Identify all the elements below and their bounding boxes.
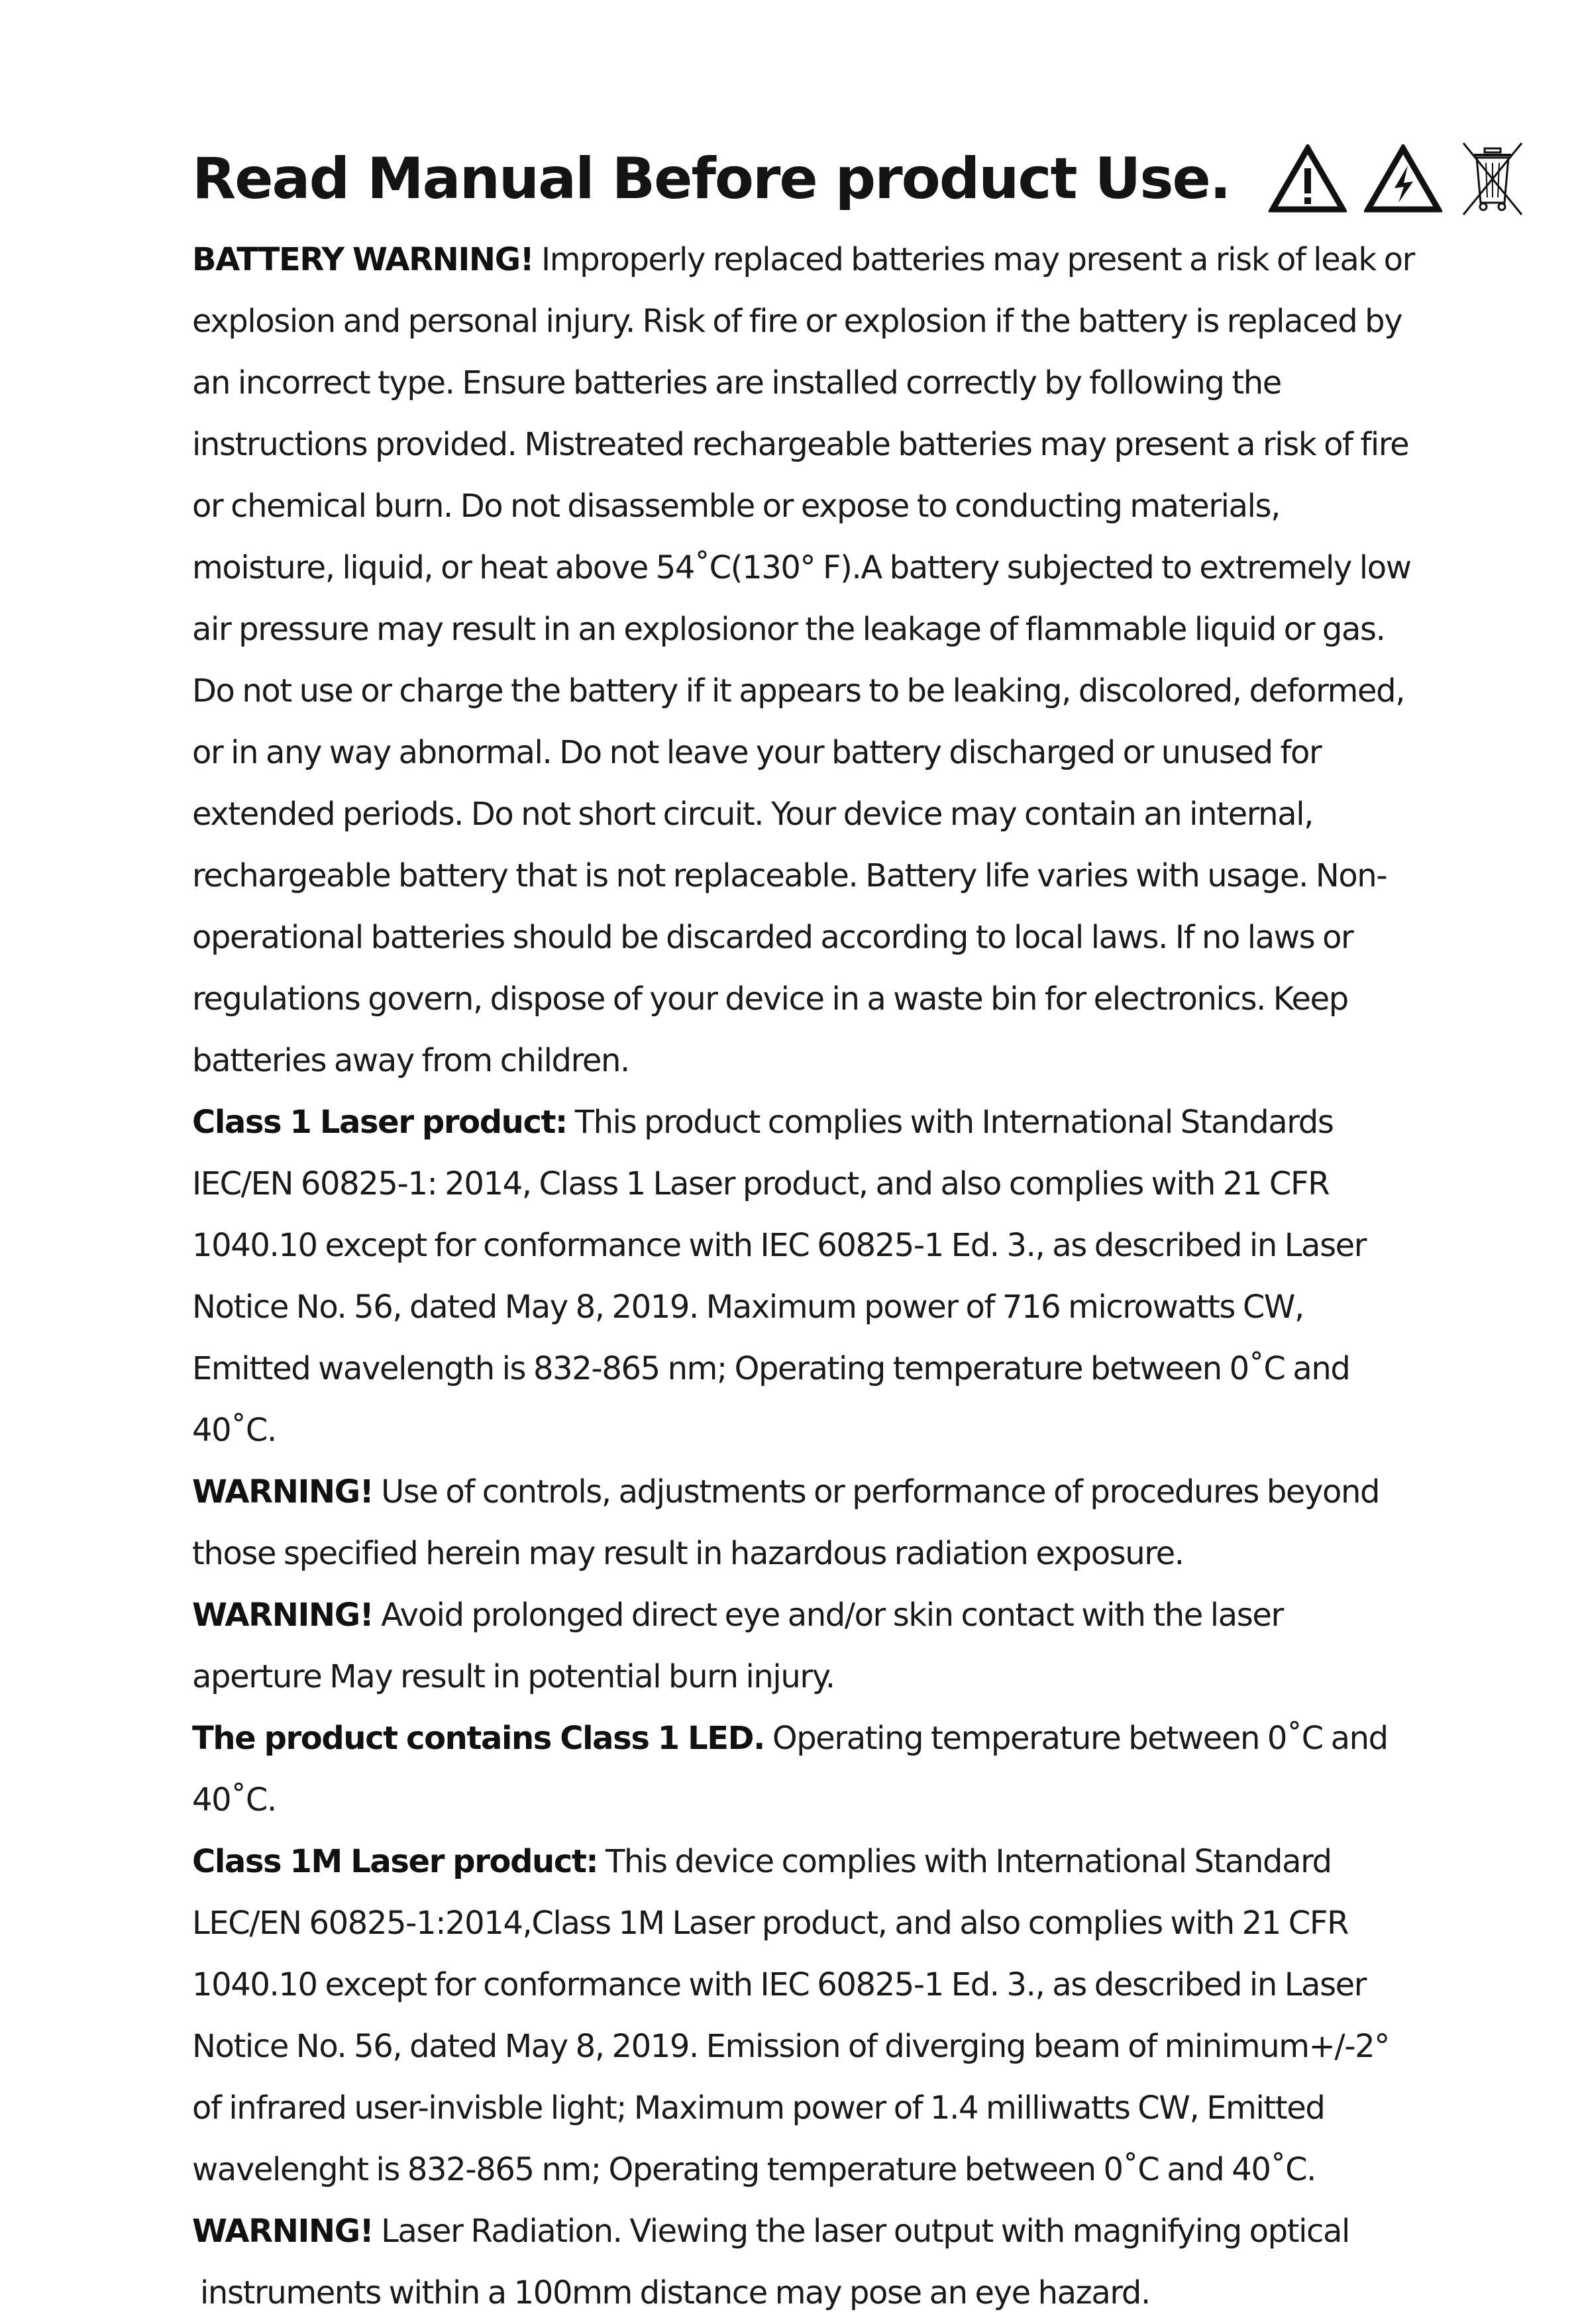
class1-led-heading: The product contains Class 1 LED. [192,1720,764,1757]
manual-page [192,132,1418,2324]
burn-warning-paragraph [192,1585,1418,1708]
radiation-exposure-warning-text: Use of controls, adjustments or performance of procedures beyond those specified herein may result in hazardous radiation exposure. [192,1473,1380,1572]
radiation-exposure-warning-paragraph [192,1461,1418,1585]
burn-warning-heading: WARNING! [192,1597,374,1634]
class1m-laser-heading: Class 1M Laser product: [192,1843,598,1880]
laser-radiation-warning-paragraph [192,2201,1418,2262]
class1m-laser-text: This device complies with International Standard LEC/EN 60825-1:2014,Class 1M Laser product, and also complies with 21 CFR 1040.10 except for conformance with IEC 60825-1 Ed. 3., as described in Laser Notice No. 56, dated May 8, 2019. Emission of diverging beam of minimum+/-2° of infrared user-invisble light; Maximum power of 1.4 milliwatts CW, Emitted wavelenght is 832-865 nm; Operating temperature between 0˚C and 40˚C. [192,1843,1389,2188]
class1-laser-paragraph [192,1092,1418,1461]
warning-text [192,229,1418,2324]
page-title: Read Manual Before product Use. [192,146,1230,212]
class1-led-text: Operating temperature between 0˚C and 40˚C. [192,1720,1388,1819]
burn-warning-text: Avoid prolonged direct eye and/or skin contact with the laser aperture May result in potential burn injury. [192,1597,1283,1695]
laser-radiation-warning-heading: WARNING! [192,2213,374,2250]
class1m-laser-paragraph [192,1831,1418,2201]
class1-led-paragraph [192,1708,1418,1831]
class1-laser-heading: Class 1 Laser product: [192,1104,567,1141]
crossed-out-wheelie-bin-icon [1459,140,1526,217]
laser-radiation-warning-text: Laser Radiation. Viewing the laser output with magnifying optical [381,2213,1349,2250]
class1-laser-text: This product complies with International Standards IEC/EN 60825-1: 2014, Class 1 Laser product, and also complies with 21 CFR 1040.10 except for conformance with IEC 60825-1 Ed. 3., as described in Laser Notice No. 56, dated May 8, 2019. Maximum power of 716 microwatts CW, Emitted wavelength is 832-865 nm; Operating temperature between 0˚C and 40˚C. [192,1104,1367,1449]
safety-icons [1269,140,1526,217]
warning-triangle-icon [1269,144,1347,213]
laser-radiation-warning-continuation: instruments within a 100mm distance may pose an eye hazard. [200,2274,1150,2311]
battery-warning-heading: BATTERY WARNING! [192,241,534,278]
battery-warning-text: Improperly replaced batteries may present a risk of leak or explosion and personal injury. Risk of fire or explosion if the battery is replaced by an incorrect type. Ensure batteries are installed correctly by following the instructions provided. Mistreated rechargeable batteries may present a risk of fire or chemical burn. Do not disassemble or expose to conducting materials, moisture, liquid, or heat above 54˚C(130° F).A battery subjected to extremely low air pressure may result in an explosionor the leakage of flammable liquid or gas. Do not use or charge the battery if it appears to be leaking, discolored, deformed, or in any way abnormal. Do not leave your battery discharged or unused for extended periods. Do not short circuit. Your device may contain an internal, rechargeable battery that is not replaceable. Battery life varies with usage. Non-operational batteries should be discarded according to local laws. If no laws or regulations govern, dispose of your device in a waste bin for electronics. Keep batteries away from children. [192,241,1414,1079]
title-row [192,132,1418,225]
battery-warning-paragraph [192,229,1418,1092]
radiation-exposure-warning-heading: WARNING! [192,1473,374,1510]
electric-shock-warning-icon [1364,144,1442,213]
